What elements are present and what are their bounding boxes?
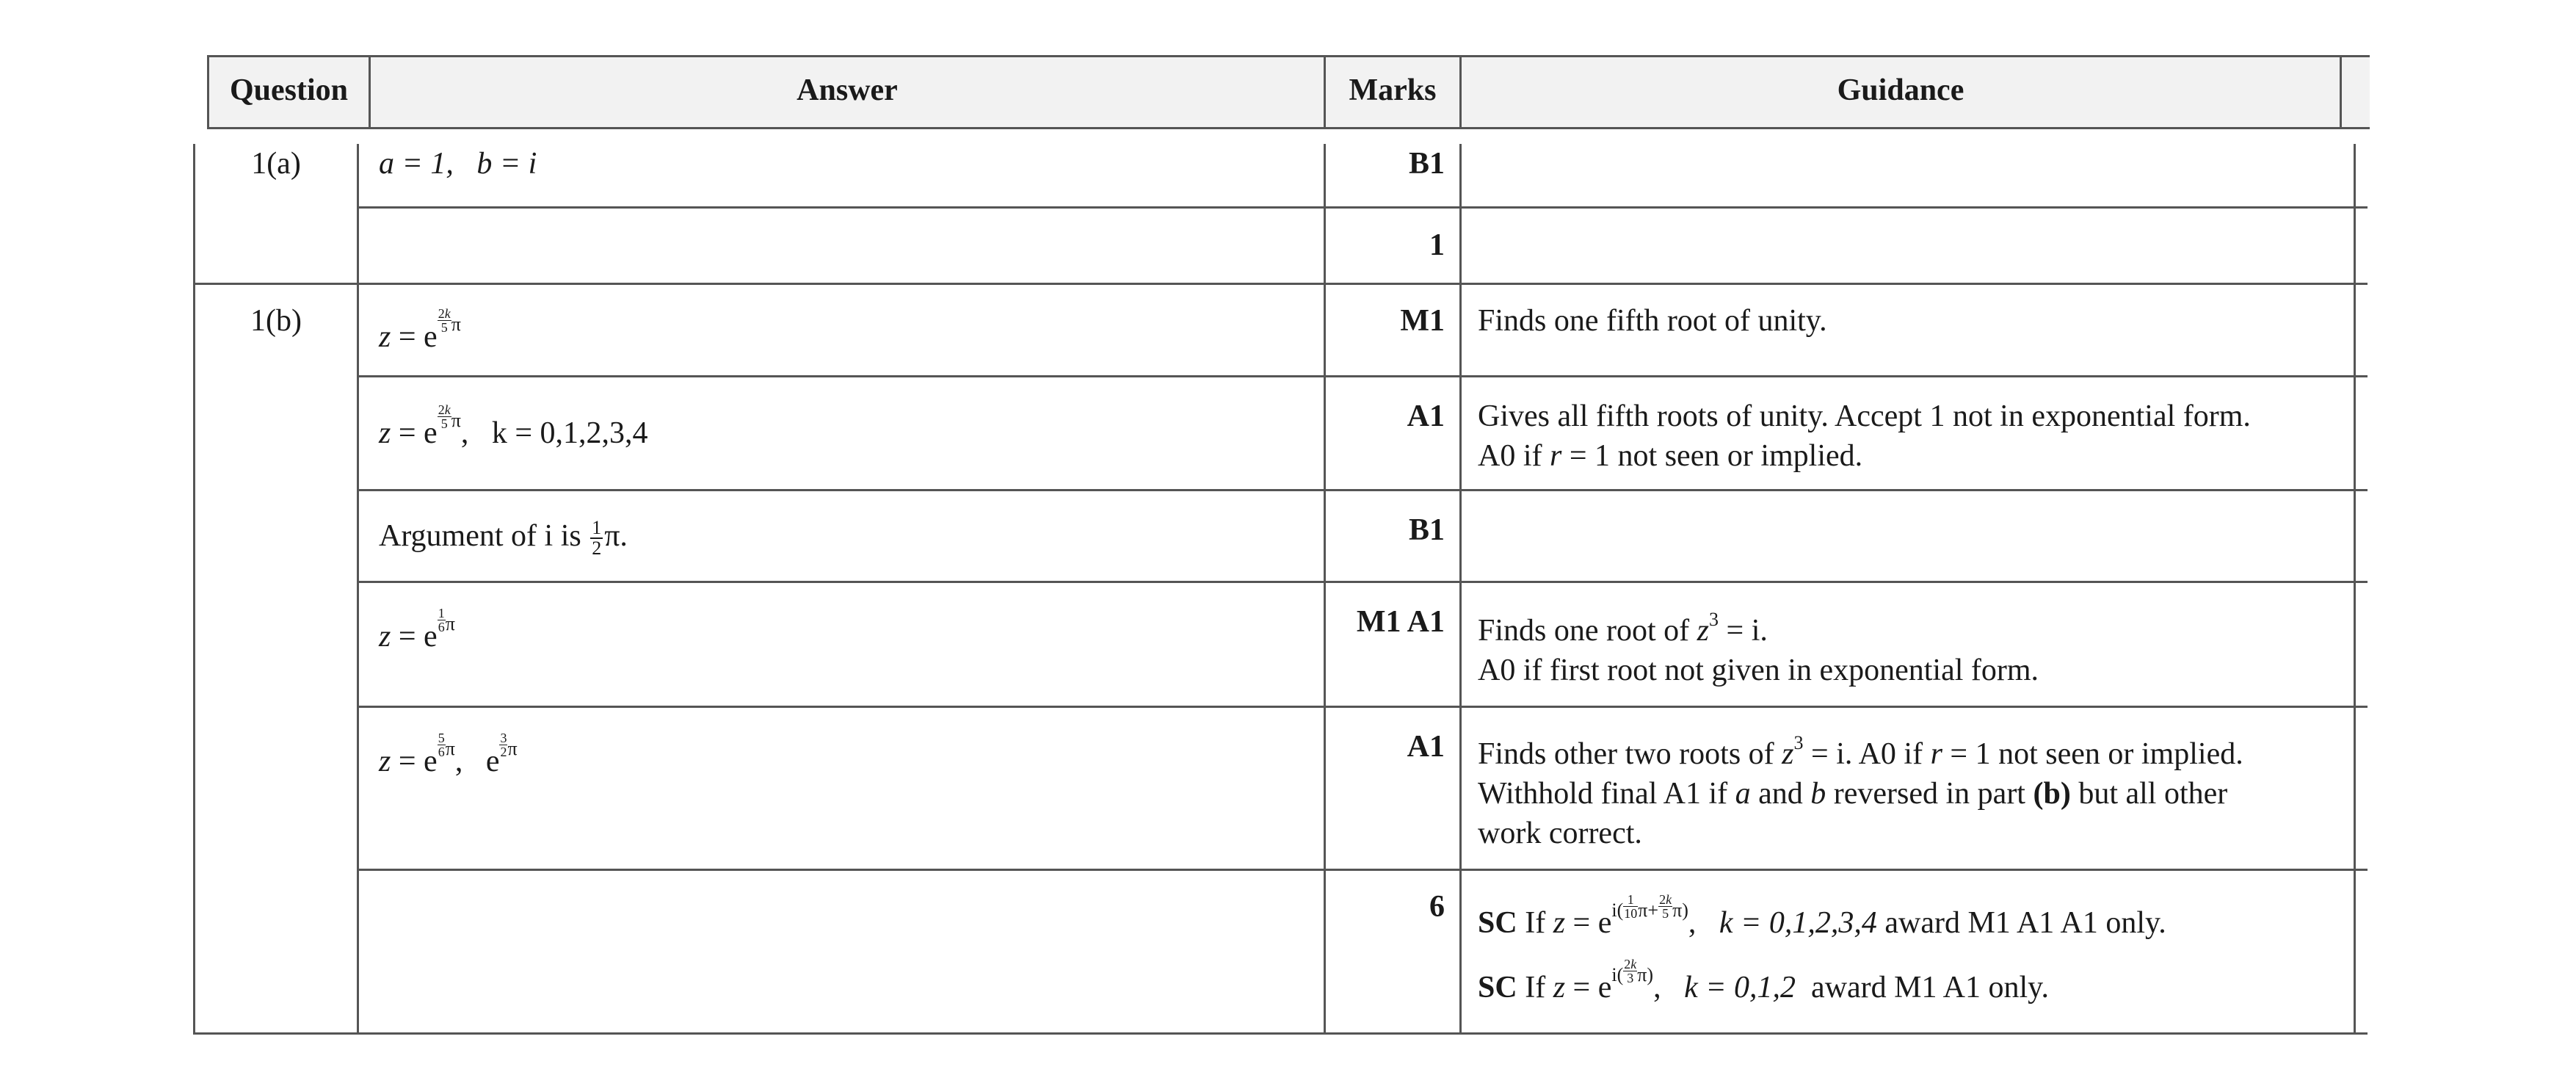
total-1a: 1 bbox=[1429, 228, 1445, 262]
header-bottom-border bbox=[209, 127, 2370, 129]
row-divider bbox=[358, 375, 2368, 377]
row-1b-top-border bbox=[193, 283, 2368, 285]
header-question: Question bbox=[229, 73, 349, 107]
mark: M1 bbox=[1400, 304, 1445, 338]
k-values: k = 0,1,2,3,4 bbox=[491, 416, 648, 450]
header-right-border bbox=[2340, 55, 2342, 129]
special-case-2: SC If $z = e^{i(}$ $\frac{2k}{3}$ $^{\pi)}$, k = 0,1,2 award M1 A1 only. bbox=[1478, 957, 2049, 1004]
mark: A1 bbox=[1407, 399, 1445, 433]
mark: M1 A1 bbox=[1356, 605, 1445, 639]
body-col-divider bbox=[357, 144, 359, 1035]
row-divider bbox=[358, 581, 2368, 583]
mark: A1 bbox=[1407, 730, 1445, 764]
guidance-text: A0 if r = 1 not seen or implied. bbox=[1478, 439, 1863, 473]
answer-formula: z = e $\frac{2k}{5}$ $^\pi$, k = 0,1,2,3,4 bbox=[379, 402, 648, 450]
question-number: 1(a) bbox=[251, 147, 301, 181]
table-bottom-border bbox=[193, 1032, 2368, 1035]
mark-1a: B1 bbox=[1408, 147, 1445, 181]
body-right-border bbox=[2354, 144, 2356, 1035]
guidance-text: Finds one fifth root of unity. bbox=[1478, 304, 1827, 338]
guidance-text: A0 if first root not given in exponential form. bbox=[1478, 654, 2039, 687]
special-case-1: SC If $z = e^{i(}$ $\frac{1}{10}$ $^{\pi+}$ $\frac{2k}{5}$ $^{\pi)}$, k = 0,1,2,3,4 award M1 A1 A1 only. bbox=[1478, 892, 2166, 940]
answer-formula: z = e $\frac{1}{6}$ $^\pi$ bbox=[379, 606, 455, 654]
body-col-divider bbox=[1459, 144, 1462, 1035]
answer-1a: a = 1, b = i bbox=[379, 147, 537, 181]
answer-formula: z = e $\frac{2k}{5}$ $^\pi$ bbox=[379, 306, 461, 354]
guidance-text: work correct. bbox=[1478, 817, 1642, 850]
row-1a-divider bbox=[358, 206, 2368, 209]
row-divider bbox=[358, 869, 2368, 871]
mark: B1 bbox=[1408, 513, 1445, 547]
row-divider bbox=[358, 489, 2368, 491]
guidance-text: Withhold final A1 if a and b reversed in part (b) but all other bbox=[1478, 777, 2228, 811]
answer-formula: z = e $\frac{5}{6}$ $^\pi$, e $\frac{3}{2}$ $^\pi$ bbox=[379, 731, 518, 778]
header-marks: Marks bbox=[1349, 73, 1437, 107]
header-guidance: Guidance bbox=[1837, 73, 1964, 107]
body-left-border bbox=[193, 144, 195, 1035]
question-number: 1(b) bbox=[250, 304, 302, 338]
guidance-text: Gives all fifth roots of unity. Accept 1 not in exponential form. bbox=[1478, 399, 2251, 433]
answer-text: Argument of i is $\frac{1}{2}$ π. bbox=[379, 517, 628, 560]
guidance-text: Finds other two roots of $z^3 = i$. A0 if r = 1 not seen or implied. bbox=[1478, 732, 2243, 771]
header-answer: Answer bbox=[797, 73, 898, 107]
row-divider bbox=[358, 706, 2368, 708]
guidance-text: Finds one root of $z^3 = i$. bbox=[1478, 609, 1768, 648]
header-top-border bbox=[209, 55, 2370, 57]
total-1b: 6 bbox=[1429, 890, 1445, 924]
